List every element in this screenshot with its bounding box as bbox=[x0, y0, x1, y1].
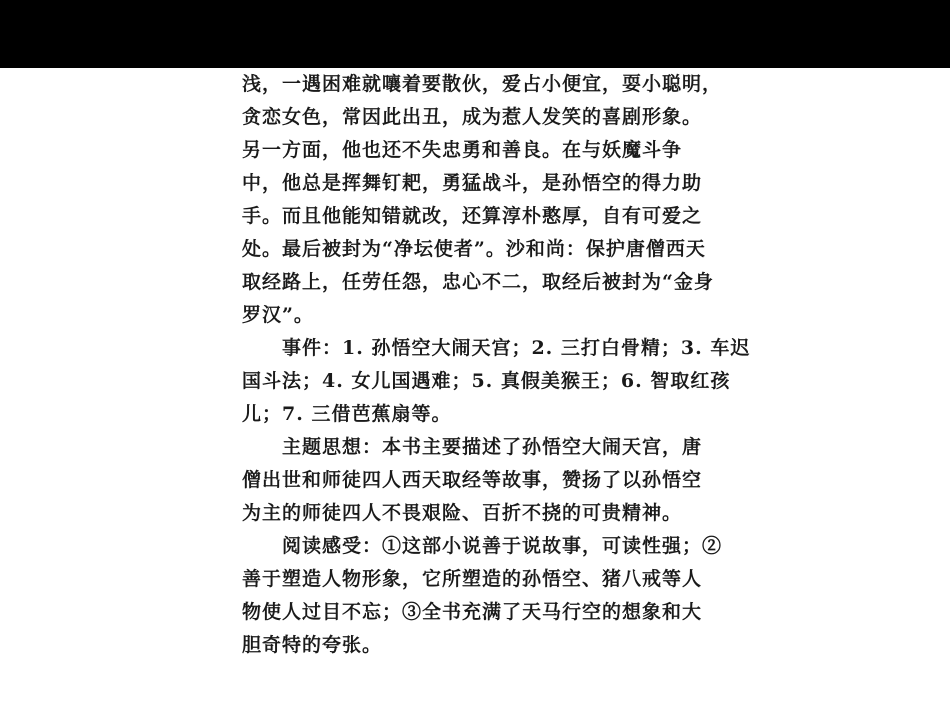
text-line: 善于塑造人物形象，它所塑造的孙悟空、猪八戒等人 bbox=[242, 568, 703, 590]
text-line: 另一方面，他也还不失忠勇和善良。在与妖魔斗争 bbox=[242, 139, 683, 161]
text-line: 僧出世和师徒四人西天取经等故事，赞扬了以孙悟空 bbox=[242, 469, 703, 491]
paragraph-theme: 主题思想：本书主要描述了孙悟空大闹天宫，唐 bbox=[282, 436, 703, 458]
text-line: 手。而且他能知错就改，还算淳朴憨厚，自有可爱之 bbox=[242, 205, 703, 227]
text-line: 贪恋女色，常因此出丑，成为惹人发笑的喜剧形象。 bbox=[242, 106, 703, 128]
text-line: 为主的师徒四人不畏艰险、百折不挠的可贵精神。 bbox=[242, 502, 683, 524]
text-line: 处。最后被封为“净坛使者”。沙和尚：保护唐僧西天 bbox=[242, 238, 706, 260]
text-line: 罗汉”。 bbox=[242, 304, 314, 326]
paragraph-events: 事件：1. 孙悟空大闹天宫；2. 三打白骨精；3. 车迟 bbox=[282, 337, 751, 359]
paragraph-reading-impression: 阅读感受：①这部小说善于说故事，可读性强；② bbox=[282, 535, 723, 557]
text-line: 胆奇特的夸张。 bbox=[242, 634, 383, 656]
text-line: 国斗法；4. 女儿国遇难；5. 真假美猴王；6. 智取红孩 bbox=[242, 370, 731, 392]
text-line: 取经路上，任劳任怨，忠心不二，取经后被封为“金身 bbox=[242, 271, 714, 293]
text-line: 物使人过目不忘；③全书充满了天马行空的想象和大 bbox=[242, 601, 703, 623]
body-text bbox=[242, 68, 751, 662]
scanned-page bbox=[230, 68, 751, 713]
text-line: 儿；7. 三借芭蕉扇等。 bbox=[242, 403, 452, 425]
top-black-bar bbox=[0, 0, 950, 68]
text-line: 中，他总是挥舞钉耙，勇猛战斗，是孙悟空的得力助 bbox=[242, 172, 703, 194]
text-line: 浅，一遇困难就嚷着要散伙，爱占小便宜，耍小聪明， bbox=[242, 73, 723, 95]
